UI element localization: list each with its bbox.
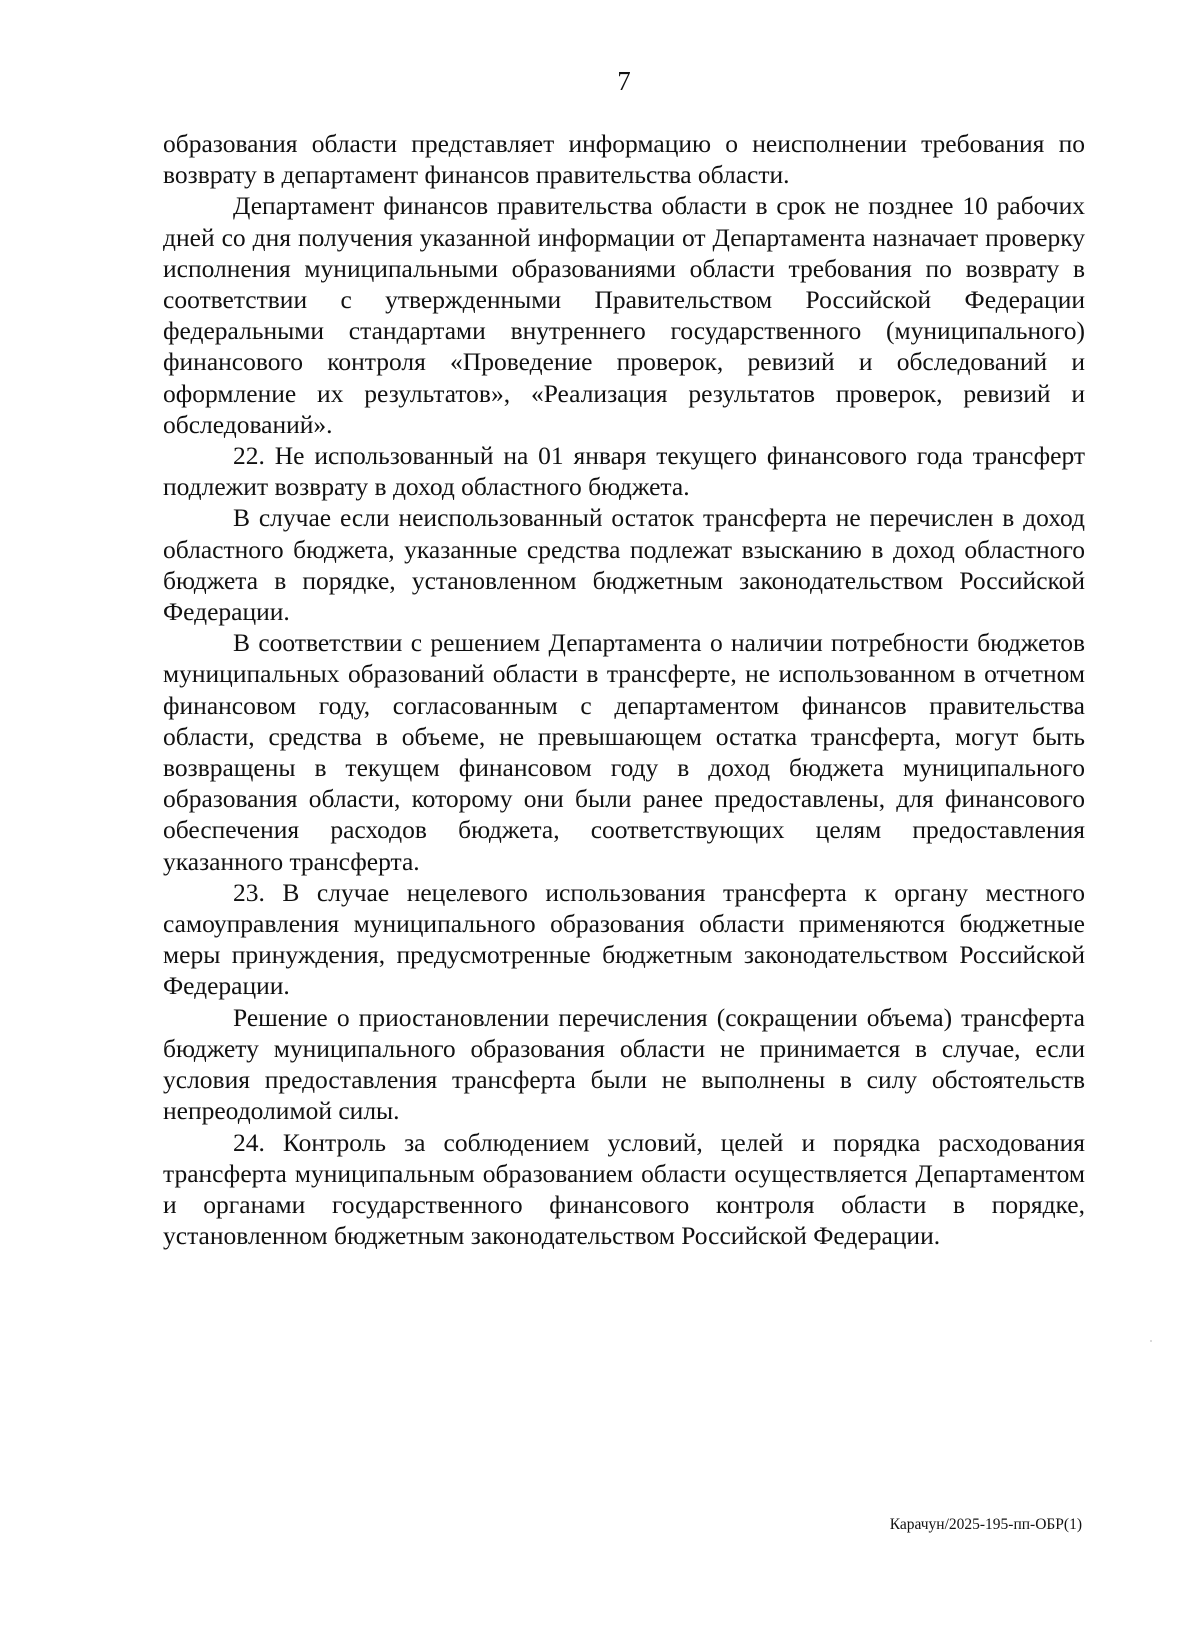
paragraph-department-inspection: Департамент финансов правительства области в срок не позднее 10 рабочих дней со дня получения указанной информации от Департамента назначает проверку исполнения муниципальными образованиями области требования по возврату в соответствии с утвержденными Правительством Российской Федерации федеральными стандартами внутреннего государственного (муниципального) финансового контроля «Проведение проверок, ревизий и обследований и оформление их результатов», «Реализация результатов проверок, ревизий и обследований». bbox=[163, 191, 1085, 439]
paragraph-return-of-funds: В соответствии с решением Департамента о наличии потребности бюджетов муниципальных образований области в трансферте, не использованном в отчетном финансовом году, согласованным с департаментом финансов правительства области, средства в объеме, не превышающем остатка трансферта, могут быть возвращены в текущем финансовом году в доход бюджета муниципального образования области, которому они были ранее предоставлены, для финансового обеспечения расходов бюджета, соответствующих целям предоставления указанного трансферта. bbox=[163, 628, 1085, 876]
paragraph-continuation: образования области представляет информацию о неисполнении требования по возврату в департамент финансов правительства области. bbox=[163, 129, 1085, 190]
paragraph-clause-23: 23. В случае нецелевого использования трансферта к органу местного самоуправления муниципального образования области применяются бюджетные меры принуждения, предусмотренные бюджетным законодательством Российской Федерации. bbox=[163, 877, 1085, 1001]
page-number: 7 bbox=[617, 66, 631, 96]
scan-speck bbox=[1150, 1340, 1152, 1342]
paragraph-clause-24: 24. Контроль за соблюдением условий, целей и порядка расходования трансферта муниципальным образованием области осуществляется Департаментом и органами государственного финансового контроля области в порядке, установленном бюджетным законодательством Российской Федерации. bbox=[163, 1127, 1085, 1251]
paragraph-suspension-decision: Решение о приостановлении перечисления (сокращении объема) трансферта бюджету муниципального образования области не принимается в случае, если условия предоставления трансферта были не выполнены в силу обстоятельств непреодолимой силы. bbox=[163, 1002, 1085, 1126]
document-footer-code: Карачун/2025-195-пп-ОБР(1) bbox=[889, 1516, 1082, 1533]
document-body bbox=[163, 128, 1085, 1251]
paragraph-clause-22: 22. Не использованный на 01 января текущего финансового года трансферт подлежит возврату в доход областного бюджета. bbox=[163, 441, 1085, 502]
paragraph-unused-balance-recovery: В случае если неиспользованный остаток трансферта не перечислен в доход областного бюджета, указанные средства подлежат взысканию в доход областного бюджета в порядке, установленном бюджетным законодательством Российской Федерации. bbox=[163, 503, 1085, 627]
